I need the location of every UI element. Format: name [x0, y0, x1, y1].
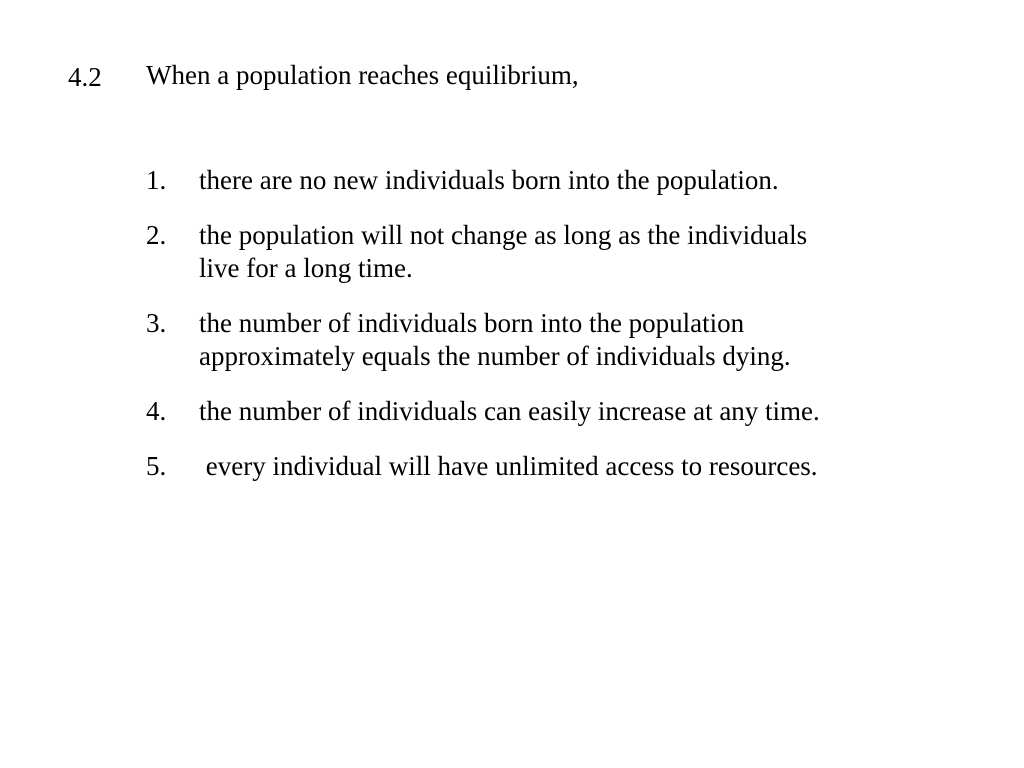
option-text: the number of individuals born into the population approximately equals the number of individuals dying. [199, 308, 791, 371]
answer-option-3 [146, 307, 946, 373]
question-stem: When a population reaches equilibrium, [146, 60, 579, 90]
option-number: 1. [146, 165, 167, 195]
answer-option-1 [146, 164, 946, 197]
answer-option-2 [146, 219, 946, 285]
option-text: the number of individuals can easily increase at any time. [199, 396, 820, 426]
answer-options-list [146, 164, 946, 505]
option-text: there are no new individuals born into the population. [199, 165, 779, 195]
question-number: 4.2 [68, 62, 102, 92]
answer-option-4 [146, 395, 946, 428]
option-number: 2. [146, 220, 167, 250]
option-text: the population will not change as long as the individuals live for a long time. [199, 220, 808, 283]
option-number: 4. [146, 396, 167, 426]
option-number: 5. [146, 451, 167, 481]
answer-option-5 [146, 450, 946, 483]
option-number: 3. [146, 308, 167, 338]
option-text: every individual will have unlimited access to resources. [199, 451, 818, 481]
